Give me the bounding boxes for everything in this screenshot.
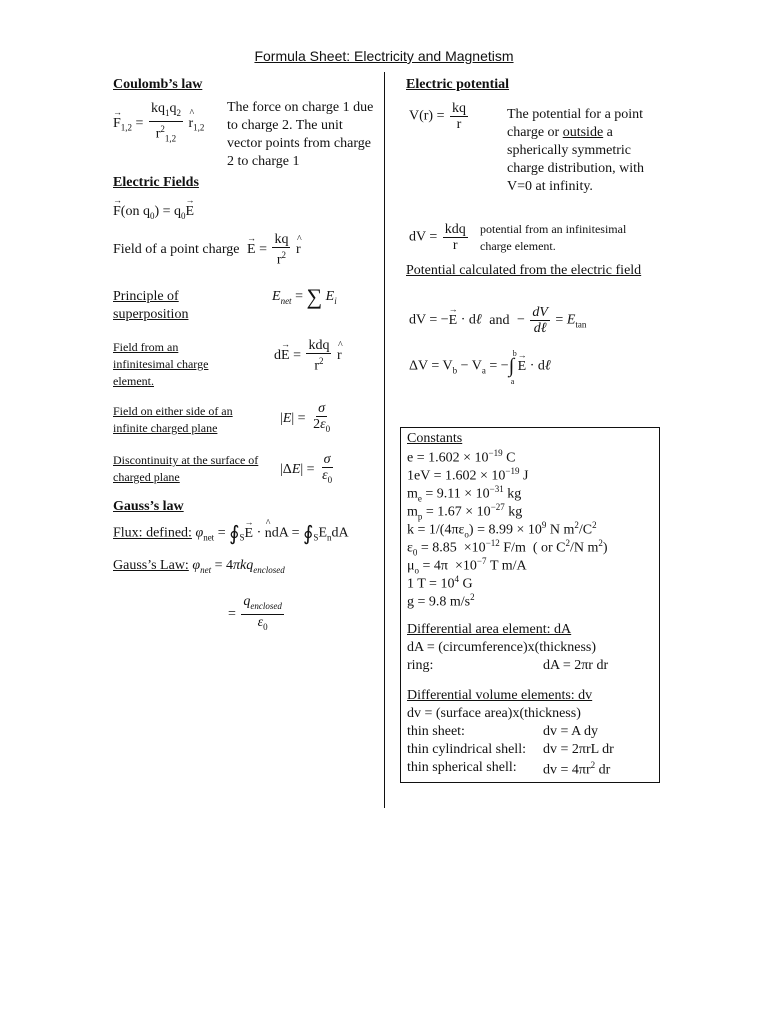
constant-me: $m_e = 9.11 \times 10^{-31}$ kg: [407, 484, 522, 504]
constants-box: [400, 427, 660, 783]
infinitesimal-field-label: Field from an infinitesimal charge element.: [113, 340, 209, 388]
constant-g: g = 9.8 $m/s^2$: [407, 592, 475, 610]
coulomb-description: The force on charge 1 due to charge 2. The unit vector points from charge 2 to charge 1: [227, 100, 374, 169]
potential-heading: Electric potential: [406, 77, 510, 92]
point-potential-description: The potential for a point charge or outside a spherically symmetric charge distribution, with V=0 at infinity.: [507, 107, 644, 194]
constant-ev: $1eV = 1.602 \times 10^{-19}$ J: [407, 466, 529, 484]
delta-v-formula: $\Delta V = V_b - V_a$ = −∫ b a → E · dℓ: [409, 355, 551, 378]
constants-heading: Constants: [407, 431, 463, 446]
constant-tesla: 1 $T = 10^4$ G: [407, 574, 473, 592]
volume-element-heading: Differential volume elements: dv: [407, 688, 593, 703]
gauss-law-epsilon: = $\frac{q_{enclosed}}{\varepsilon_0}$: [228, 594, 282, 632]
flux-label: Flux: defined:: [113, 525, 192, 541]
coulomb-heading: Coulomb’s law: [113, 77, 203, 92]
plane-field-label: Field on either side of an infinite charged plane: [113, 404, 233, 435]
ring-label: ring:: [407, 658, 434, 673]
thin-sheet-value: dv = A dy: [543, 724, 598, 739]
constant-mu: $\mu_o = 4\pi \times 10^{-7}$ T m/A: [407, 556, 527, 576]
constant-epsilon: $\varepsilon_0 = 8.85 \times 10^{-12}$ F/m ( or $C^2/N$ $m^2$): [407, 538, 608, 558]
volume-element-definition: dv = (surface area)x(thickness): [407, 706, 581, 721]
coulomb-formula: → $F_{1,2}$ = $\frac{kq_1q_2}{r^2_{1,2}}$ ^ $r_{1,2}$: [113, 101, 204, 146]
discontinuity-label: Discontinuity at the surface of charged plane: [113, 453, 259, 484]
gauss-law-label: Gauss’s Law:: [113, 558, 189, 573]
spherical-shell-label: thin spherical shell:: [407, 760, 517, 775]
plane-field-formula: |E| = $\frac{\sigma}{2\varepsilon_0}$: [280, 401, 331, 434]
thin-sheet-label: thin sheet:: [407, 724, 465, 739]
cylindrical-shell-label: thin cylindrical shell:: [407, 742, 526, 757]
point-charge-row: Field of a point charge → E = $\frac{kq}{r^2}$ ^ r: [113, 232, 301, 268]
potential-from-field-heading: Potential calculated from the electric field: [406, 263, 642, 278]
page-title: Formula Sheet: Electricity and Magnetism: [254, 48, 514, 64]
constant-mp: $m_p = 1.67 \times 10^{-27}$ kg: [407, 502, 523, 522]
force-on-charge-formula: → F(on $q_0) = q_0\to E$: [113, 204, 194, 221]
discontinuity-formula: |ΔE| = $\frac{\sigma}{\varepsilon_0}$: [280, 452, 333, 485]
cylindrical-shell-value: dv = 2πrL dr: [543, 742, 614, 757]
point-charge-label: Field of a point charge: [113, 242, 240, 258]
constant-e: $e = 1.602 \times 10^{-19}$ C: [407, 448, 516, 466]
superposition-formula: $E_{net}$ = ∑ $E_i$: [272, 284, 337, 309]
dv-description: potential from an infinitesimal charge element.: [480, 222, 627, 253]
area-element-definition: dA = (circumference)x(thickness): [407, 640, 597, 655]
area-element-heading: Differential area element: dA: [407, 622, 572, 637]
dv-field-formula: dV = −→ E · dℓ and − $\frac{dV}{\text{dℓ}}$ = $E_{tan}$: [409, 305, 586, 336]
gauss-heading: Gauss’s law: [113, 499, 184, 514]
constant-k: $k = 1/(4\pi\varepsilon_o) = 8.99 \times 10^9$ N $m^2/C^2$: [407, 520, 597, 540]
electric-fields-heading: Electric Fields: [113, 175, 199, 190]
ring-value: dA = 2πr dr: [543, 658, 609, 673]
gauss-law-row: Gauss’s Law: $\varphi_{net} = 4\pi kq_{enclosed}$: [113, 558, 285, 575]
infinitesimal-field-formula: d→ E = $\frac{\text{kdq}}{r^2}$ ^ r: [274, 338, 342, 374]
flux-row: Flux: defined: $\varphi_{net}$ = $∮_S\to E$ · ^ ndA = $∮_SE_ndA$: [113, 521, 349, 546]
column-divider: [384, 72, 385, 808]
spherical-shell-value: dv = $4\pi r^2$ dr: [543, 760, 611, 778]
dv-formula: dV = $\frac{\text{kdq}}{r}$: [409, 222, 466, 253]
point-potential-formula: V(r) = $\frac{kq}{r}$: [409, 101, 466, 132]
superposition-label: Principle of superposition: [113, 289, 189, 322]
